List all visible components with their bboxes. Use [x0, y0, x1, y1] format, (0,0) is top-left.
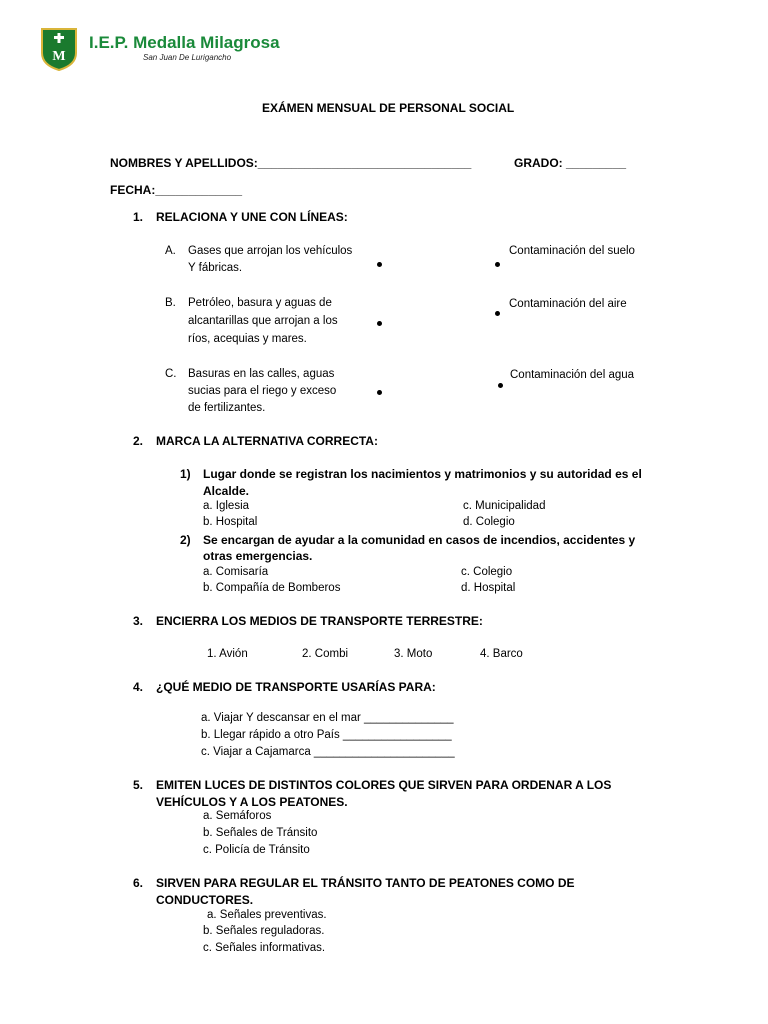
- q6-option-c: c. Señales informativas.: [203, 942, 326, 954]
- q2-number: 2.: [133, 434, 144, 448]
- names-field: NOMBRES Y APELLIDOS:________________________________: [110, 156, 472, 170]
- q5-option-b: b. Señales de Tránsito: [203, 827, 318, 839]
- q1-number: 1.: [133, 210, 144, 224]
- q6-option-b: b. Señales reguladoras.: [203, 925, 325, 937]
- q1-b-line3: ríos, acequias y mares.: [188, 333, 307, 345]
- q1-c-line1: Basuras en las calles, aguas: [188, 368, 335, 380]
- q1-right-1: Contaminación del suelo: [509, 245, 635, 257]
- q2-item2-line2: otras emergencias.: [203, 549, 313, 563]
- q2-item2-option-a: a. Comisaría: [203, 566, 269, 578]
- exam-title: EXÁMEN MENSUAL DE PERSONAL SOCIAL: [262, 101, 515, 115]
- q2-item1-line2: Alcalde.: [203, 484, 250, 498]
- q3-option-1: 1. Avión: [207, 648, 248, 660]
- q2-item2-number: 2): [180, 533, 191, 547]
- q2-item1-option-b: b. Hospital: [203, 516, 258, 528]
- q1-a-line1: Gases que arrojan los vehículos: [188, 245, 353, 257]
- school-location: San Juan De Lurigancho: [143, 53, 232, 62]
- q2-item1-number: 1): [180, 467, 191, 481]
- match-dot-left-a[interactable]: [377, 262, 382, 267]
- q4-title: ¿QUÉ MEDIO DE TRANSPORTE USARÍAS PARA:: [156, 680, 436, 694]
- school-crest-logo: [40, 27, 78, 76]
- q2-item1-option-d: d. Colegio: [463, 516, 515, 528]
- match-dot-right-2[interactable]: [495, 311, 500, 316]
- q1-a-line2: Y fábricas.: [188, 262, 243, 274]
- q6-line2: CONDUCTORES.: [156, 893, 254, 907]
- q3-option-2: 2. Combi: [302, 648, 349, 660]
- q5-option-c: c. Policía de Tránsito: [203, 844, 310, 856]
- q4-item-c: c. Viajar a Cajamarca ______________________: [201, 746, 455, 758]
- q2-item1-option-c: c. Municipalidad: [463, 500, 546, 512]
- match-dot-right-3[interactable]: [498, 383, 503, 388]
- q5-option-a: a. Semáforos: [203, 810, 272, 822]
- q1-right-2: Contaminación del aire: [509, 298, 627, 310]
- q1-title: RELACIONA Y UNE CON LÍNEAS:: [156, 210, 348, 224]
- q1-b-line1: Petróleo, basura y aguas de: [188, 297, 332, 309]
- q1-b-line2: alcantarillas que arrojan a los: [188, 315, 338, 327]
- q2-item2-line1: Se encargan de ayudar a la comunidad en casos de incendios, accidentes y: [203, 533, 636, 547]
- q5-line2: VEHÍCULOS Y A LOS PEATONES.: [156, 795, 348, 809]
- match-dot-left-b[interactable]: [377, 321, 382, 326]
- q5-number: 5.: [133, 778, 144, 792]
- q3-number: 3.: [133, 614, 144, 628]
- q6-line1: SIRVEN PARA REGULAR EL TRÁNSITO TANTO DE PEATONES COMO DE: [156, 876, 575, 890]
- q4-item-a: a. Viajar Y descansar en el mar ______________: [201, 712, 454, 724]
- q1-letter-a: A.: [165, 245, 176, 257]
- school-name: I.E.P. Medalla Milagrosa: [89, 33, 280, 52]
- q2-item2-option-b: b. Compañía de Bomberos: [203, 582, 341, 594]
- q1-right-3: Contaminación del agua: [510, 369, 635, 381]
- svg-text:M: M: [52, 49, 66, 64]
- q1-letter-c: C.: [165, 368, 177, 380]
- q2-title: MARCA LA ALTERNATIVA CORRECTA:: [156, 434, 378, 448]
- q2-item2-option-c: c. Colegio: [461, 566, 513, 578]
- match-dot-left-c[interactable]: [377, 390, 382, 395]
- q3-option-3: 3. Moto: [394, 648, 433, 660]
- q5-line1: EMITEN LUCES DE DISTINTOS COLORES QUE SIRVEN PARA ORDENAR A LOS: [156, 778, 612, 792]
- grade-field: GRADO: _________: [514, 156, 627, 170]
- q6-number: 6.: [133, 876, 144, 890]
- q1-c-line2: sucias para el riego y exceso: [188, 385, 337, 397]
- q6-option-a: a. Señales preventivas.: [207, 909, 327, 921]
- match-dot-right-1[interactable]: [495, 262, 500, 267]
- q3-title: ENCIERRA LOS MEDIOS DE TRANSPORTE TERRESTRE:: [156, 614, 483, 628]
- q1-c-line3: de fertilizantes.: [188, 402, 266, 414]
- date-field: FECHA:_____________: [110, 183, 243, 197]
- q2-item1-option-a: a. Iglesia: [203, 500, 250, 512]
- q2-item2-option-d: d. Hospital: [461, 582, 516, 594]
- q4-item-b: b. Llegar rápido a otro País _________________: [201, 729, 452, 741]
- q3-option-4: 4. Barco: [480, 648, 523, 660]
- q1-letter-b: B.: [165, 297, 176, 309]
- q4-number: 4.: [133, 680, 144, 694]
- q2-item1-line1: Lugar donde se registran los nacimientos y matrimonios y su autoridad es el: [203, 467, 642, 481]
